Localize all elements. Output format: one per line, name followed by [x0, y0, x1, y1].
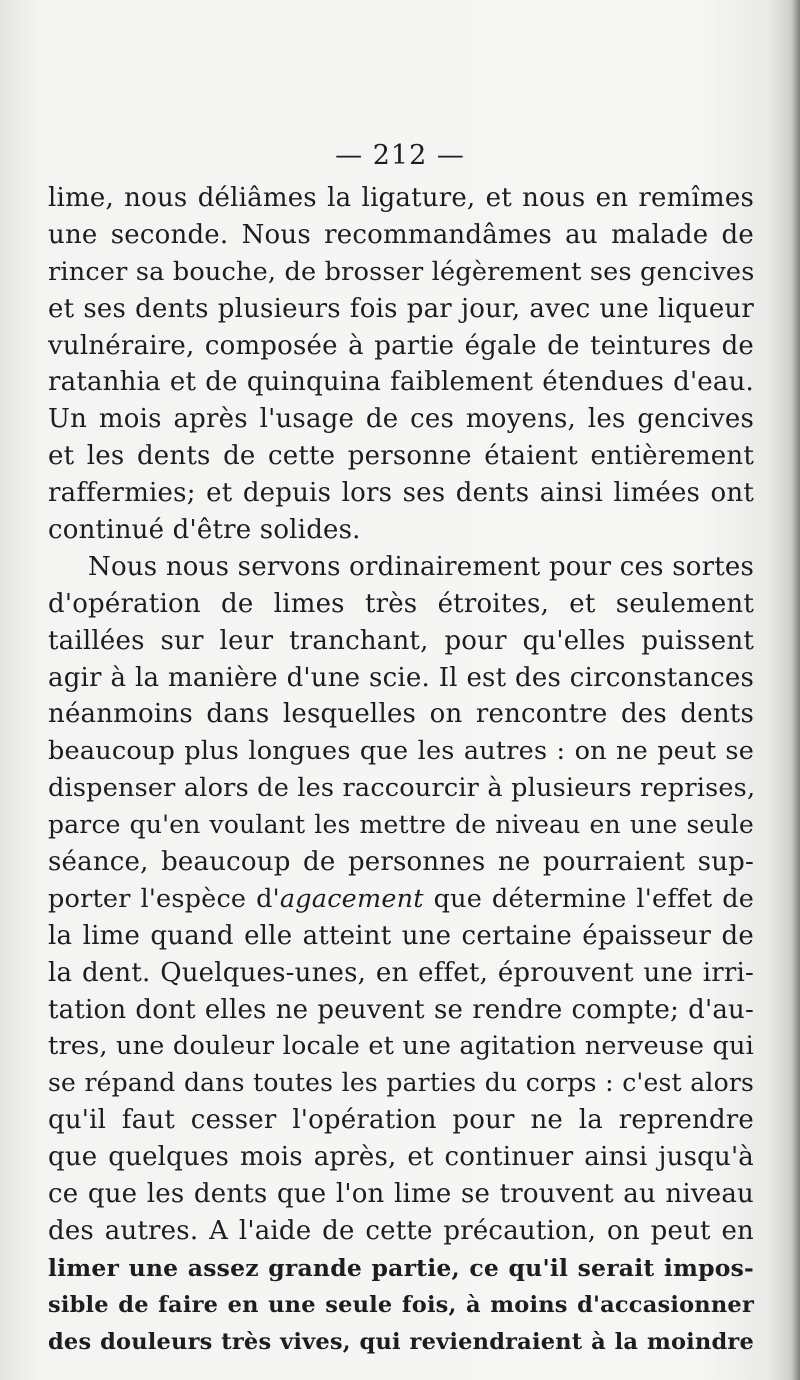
text-line: agir à la manière d'une scie. Il est des circonstances [48, 662, 754, 693]
italic-word: agacement [279, 883, 424, 914]
text-line-paragraph-end: continué d'être solides. [48, 515, 361, 546]
text-span: porter l'espèce d' [48, 883, 280, 914]
text-line: que quelques mois après, et continuer ainsi jusqu'à [48, 1142, 754, 1173]
text-line-with-italic [48, 881, 754, 918]
text-line: et ses dents plusieurs fois par jour, avec une liqueur [48, 293, 754, 324]
text-line: ce que les dents que l'on lime se trouvent au niveau [48, 1179, 754, 1210]
text-line: limer une assez grande partie, ce qu'il serait impos- [48, 1253, 754, 1282]
text-line: ratanhia et de quinquina faiblement étendues d'eau. [48, 367, 754, 398]
text-span: que détermine l'effet de [423, 883, 755, 914]
text-line: la dent. Quelques-unes, en effet, éprouvent une irri- [48, 957, 754, 988]
text-line: taillées sur leur tranchant, pour qu'elles puissent [48, 625, 754, 656]
text-line: lime, nous déliâmes la ligature, et nous en remîmes [48, 183, 754, 213]
text-line: et les dents de cette personne étaient entièrement [48, 441, 754, 472]
text-line-paragraph-start: Nous nous servons ordinairement pour ces sortes [88, 551, 754, 582]
text-line: beaucoup plus longues que les autres : on ne peut se [48, 736, 754, 767]
text-line: séance, beaucoup de personnes ne pourraient sup- [48, 847, 754, 878]
text-line: tation dont elles ne peuvent se rendre compte; d'au- [48, 994, 754, 1025]
text-line: tres, une douleur locale et une agitation nerveuse qui [48, 1031, 754, 1062]
text-line: des autres. A l'aide de cette précaution, on peut en [48, 1215, 754, 1246]
text-line: Un mois après l'usage de ces moyens, les gencives [48, 404, 754, 435]
text-line: qu'il faut cesser l'opération pour ne la reprendre [48, 1105, 754, 1136]
text-line: se répand dans toutes les parties du corps : c'est alors [48, 1068, 754, 1098]
text-line: d'opération de limes très étroites, et seulement [48, 588, 754, 619]
page-number: — 212 — [335, 140, 465, 171]
text-line: sible de faire en une seule fois, à moins d'accasionner [48, 1291, 754, 1318]
page-edge [792, 0, 800, 1380]
text-line: dispenser alors de les raccourcir à plusieurs reprises, [48, 773, 756, 804]
text-line: raffermies; et depuis lors ses dents ainsi limées ont [48, 478, 754, 509]
text-line: des douleurs très vives, qui reviendraient à la moindre [48, 1328, 754, 1355]
text-line: vulnéraire, composée à partie égale de teintures de [48, 330, 754, 361]
text-line: parce qu'en voulant les mettre de niveau en une seule [48, 810, 754, 840]
text-line: la lime quand elle atteint une certaine épaisseur de [48, 920, 754, 951]
text-line: néanmoins dans lesquelles on rencontre des dents [48, 699, 754, 730]
body-text [48, 180, 754, 1361]
text-line: une seconde. Nous recommandâmes au malade de [48, 219, 754, 250]
text-line: rincer sa bouche, de brosser légèrement ses gencives [48, 256, 755, 287]
